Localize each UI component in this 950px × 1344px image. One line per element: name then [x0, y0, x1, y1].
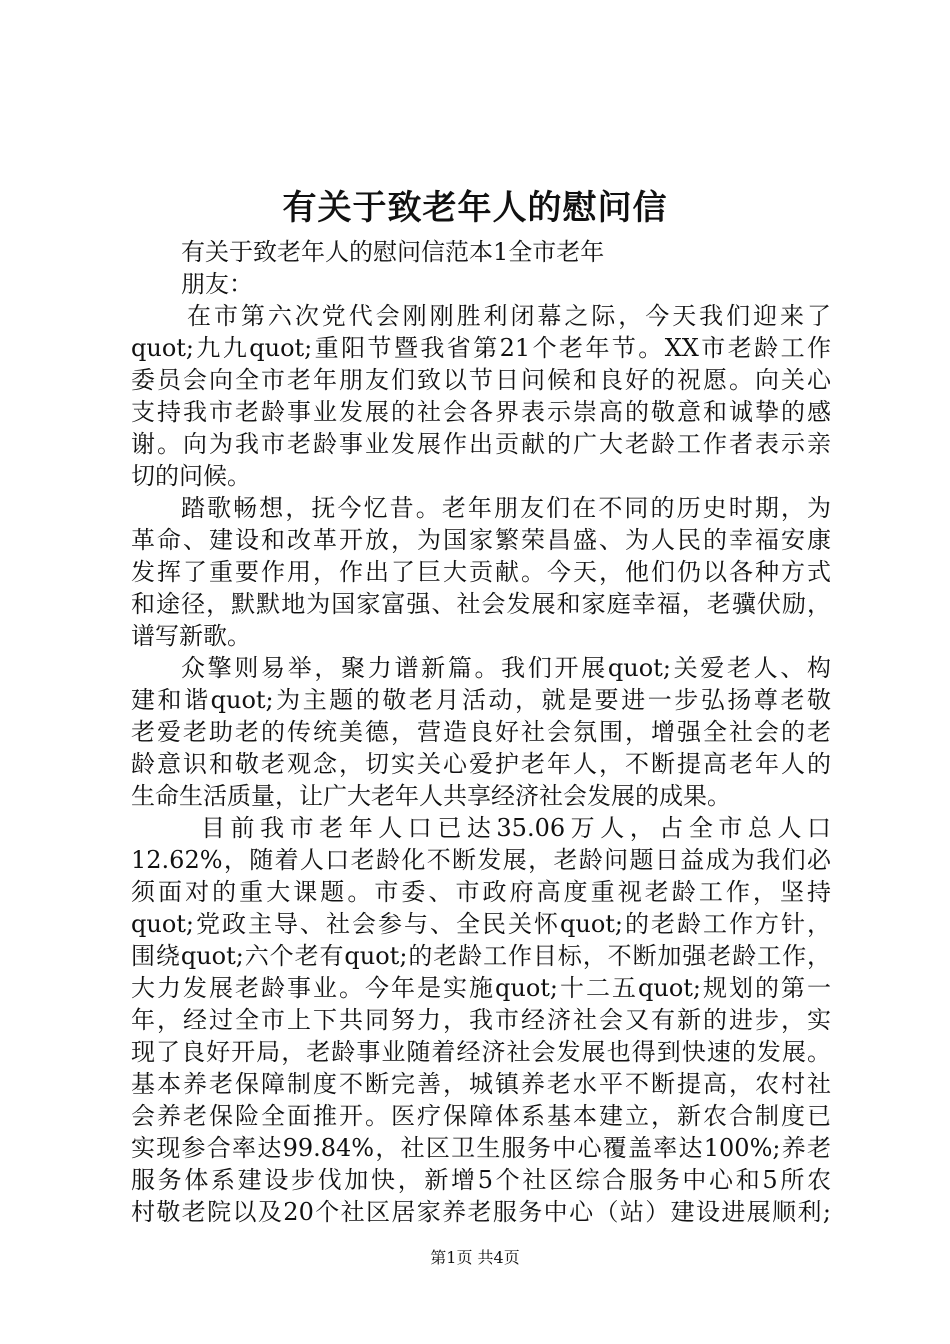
text-line: 谱写新歌。: [131, 622, 251, 650]
text-line: 目前我市老年人口已达35.06万人，占全市总人口: [201, 814, 831, 842]
text-line: 服务体系建设步伐加快，新增5个社区综合服务中心和5所农: [131, 1166, 831, 1194]
text-line: 革命、建设和改革开放，为国家繁荣昌盛、为人民的幸福安康: [131, 526, 831, 554]
text-line: 建和谐quot;为主题的敬老月活动，就是要进一步弘扬尊老敬: [131, 686, 831, 714]
text-line: 现了良好开局，老龄事业随着经济社会发展也得到快速的发展。: [131, 1038, 831, 1066]
text-line: 年，经过全市上下共同努力，我市经济社会又有新的进步，实: [131, 1006, 831, 1034]
text-line: 生命生活质量，让广大老年人共享经济社会发展的成果。: [131, 782, 731, 810]
text-line: 大力发展老龄事业。今年是实施quot;十二五quot;规划的第一: [131, 974, 831, 1002]
text-line: 和途径，默默地为国家富强、社会发展和家庭幸福，老骥伏励，: [131, 590, 831, 618]
text-line: 踏歌畅想，抚今忆昔。老年朋友们在不同的历史时期，为: [181, 494, 831, 522]
document-body: [131, 236, 831, 1228]
text-line: 众擎则易举，聚力谱新篇。我们开展quot;关爱老人、构: [181, 654, 831, 682]
text-line: 有关于致老年人的慰问信范本1全市老年: [181, 238, 605, 266]
text-line: 老爱老助老的传统美德，营造良好社会氛围，增强全社会的老: [131, 718, 831, 746]
text-line: 会养老保险全面推开。医疗保障体系基本建立，新农合制度已: [131, 1102, 831, 1130]
text-line: 围绕quot;六个老有quot;的老龄工作目标，不断加强老龄工作，: [131, 942, 831, 970]
text-line: quot;党政主导、社会参与、全民关怀quot;的老龄工作方针，: [131, 910, 831, 938]
text-line: quot;九九quot;重阳节暨我省第21个老年节。XX市老龄工作: [131, 334, 831, 362]
page-footer: 第1页 共4页: [430, 1248, 520, 1267]
text-line: 实现参合率达99.84%，社区卫生服务中心覆盖率达100%;养老: [131, 1134, 831, 1162]
text-line: 龄意识和敬老观念，切实关心爱护老年人，不断提高老年人的: [131, 750, 831, 778]
document-title: 有关于致老年人的慰问信: [282, 188, 668, 228]
text-line: 12.62%，随着人口老龄化不断发展，老龄问题日益成为我们必: [131, 846, 831, 874]
text-line: 切的问候。: [131, 462, 251, 490]
text-line: 发挥了重要作用，作出了巨大贡献。今天，他们仍以各种方式: [131, 558, 831, 586]
text-line: 委员会向全市老年朋友们致以节日问候和良好的祝愿。向关心: [131, 366, 831, 394]
text-line: 谢。向为我市老龄事业发展作出贡献的广大老龄工作者表示亲: [131, 430, 831, 458]
text-line: 朋友：: [181, 270, 253, 298]
text-line: 支持我市老龄事业发展的社会各界表示崇高的敬意和诚挚的感: [131, 398, 831, 426]
text-line: 村敬老院以及20个社区居家养老服务中心（站）建设进展顺利;: [131, 1198, 831, 1226]
text-line: 在市第六次党代会刚刚胜利闭幕之际，今天我们迎来了: [187, 302, 831, 330]
text-line: 须面对的重大课题。市委、市政府高度重视老龄工作，坚持: [131, 878, 831, 906]
text-line: 基本养老保障制度不断完善，城镇养老水平不断提高，农村社: [131, 1070, 831, 1098]
